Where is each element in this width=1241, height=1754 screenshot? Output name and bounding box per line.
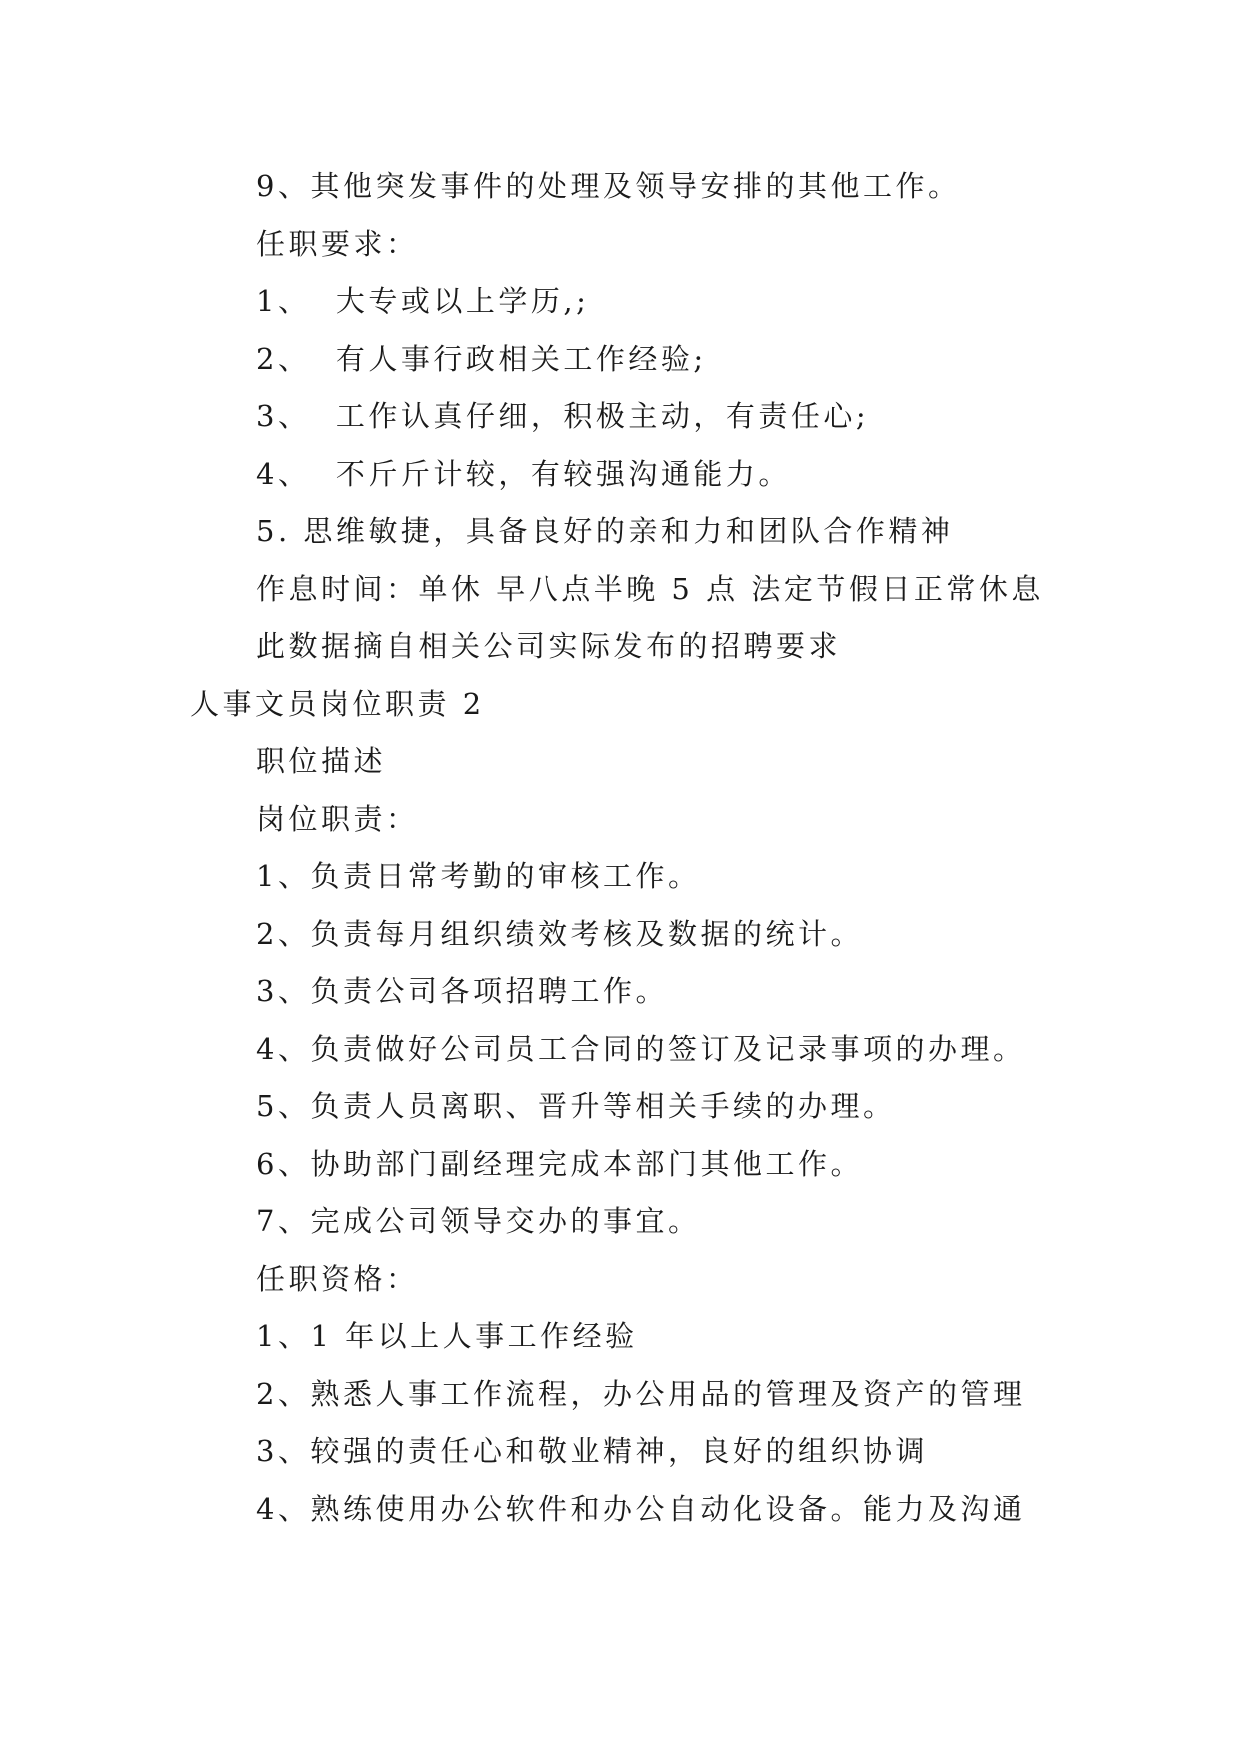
text-line-qualification-2: 2、熟悉人事工作流程，办公用品的管理及资产的管理 (256, 1377, 1026, 1411)
text-line-duty-6: 6、协助部门副经理完成本部门其他工作。 (256, 1147, 863, 1181)
text-line-requirement-4: 4、 不斤斤计较，有较强沟通能力。 (256, 457, 791, 491)
duties-heading: 岗位职责： (256, 802, 419, 836)
text-line-duty-4: 4、负责做好公司员工合同的签订及记录事项的办理。 (256, 1032, 1026, 1066)
text-line-qualification-1: 1、1 年以上人事工作经验 (256, 1319, 638, 1353)
text-line-qualification-3: 3、较强的责任心和敬业精神，良好的组织协调 (256, 1434, 928, 1468)
text-line-duty-3: 3、负责公司各项招聘工作。 (256, 974, 668, 1008)
text-line-qualification-4: 4、熟练使用办公软件和办公自动化设备。能力及沟通 (256, 1492, 1026, 1526)
text-line-requirement-5: 5. 思维敏捷，具备良好的亲和力和团队合作精神 (256, 514, 954, 548)
text-line-duty-2: 2、负责每月组织绩效考核及数据的统计。 (256, 917, 863, 951)
text-line-duty-1: 1、负责日常考勤的审核工作。 (256, 859, 701, 893)
qualifications-heading: 任职资格： (256, 1262, 419, 1296)
job-description-heading: 职位描述 (256, 744, 387, 778)
requirements-heading: 任职要求： (256, 227, 419, 261)
text-line-source-note: 此数据摘自相关公司实际发布的招聘要求 (256, 629, 842, 663)
text-line-requirement-3: 3、 工作认真仔细，积极主动，有责任心; (256, 399, 870, 433)
text-line-duty-7: 7、完成公司领导交办的事宜。 (256, 1204, 701, 1238)
text-line-work-hours: 作息时间：单休 早八点半晚 5 点 法定节假日正常休息 (256, 572, 1044, 606)
text-line-requirement-2: 2、 有人事行政相关工作经验; (256, 342, 707, 376)
text-line-item-9: 9、其他突发事件的处理及领导安排的其他工作。 (256, 169, 961, 203)
text-line-requirement-1: 1、 大专或以上学历,; (256, 284, 590, 318)
section-title: 人事文员岗位职责 2 (190, 687, 485, 721)
text-line-duty-5: 5、负责人员离职、晋升等相关手续的办理。 (256, 1089, 896, 1123)
